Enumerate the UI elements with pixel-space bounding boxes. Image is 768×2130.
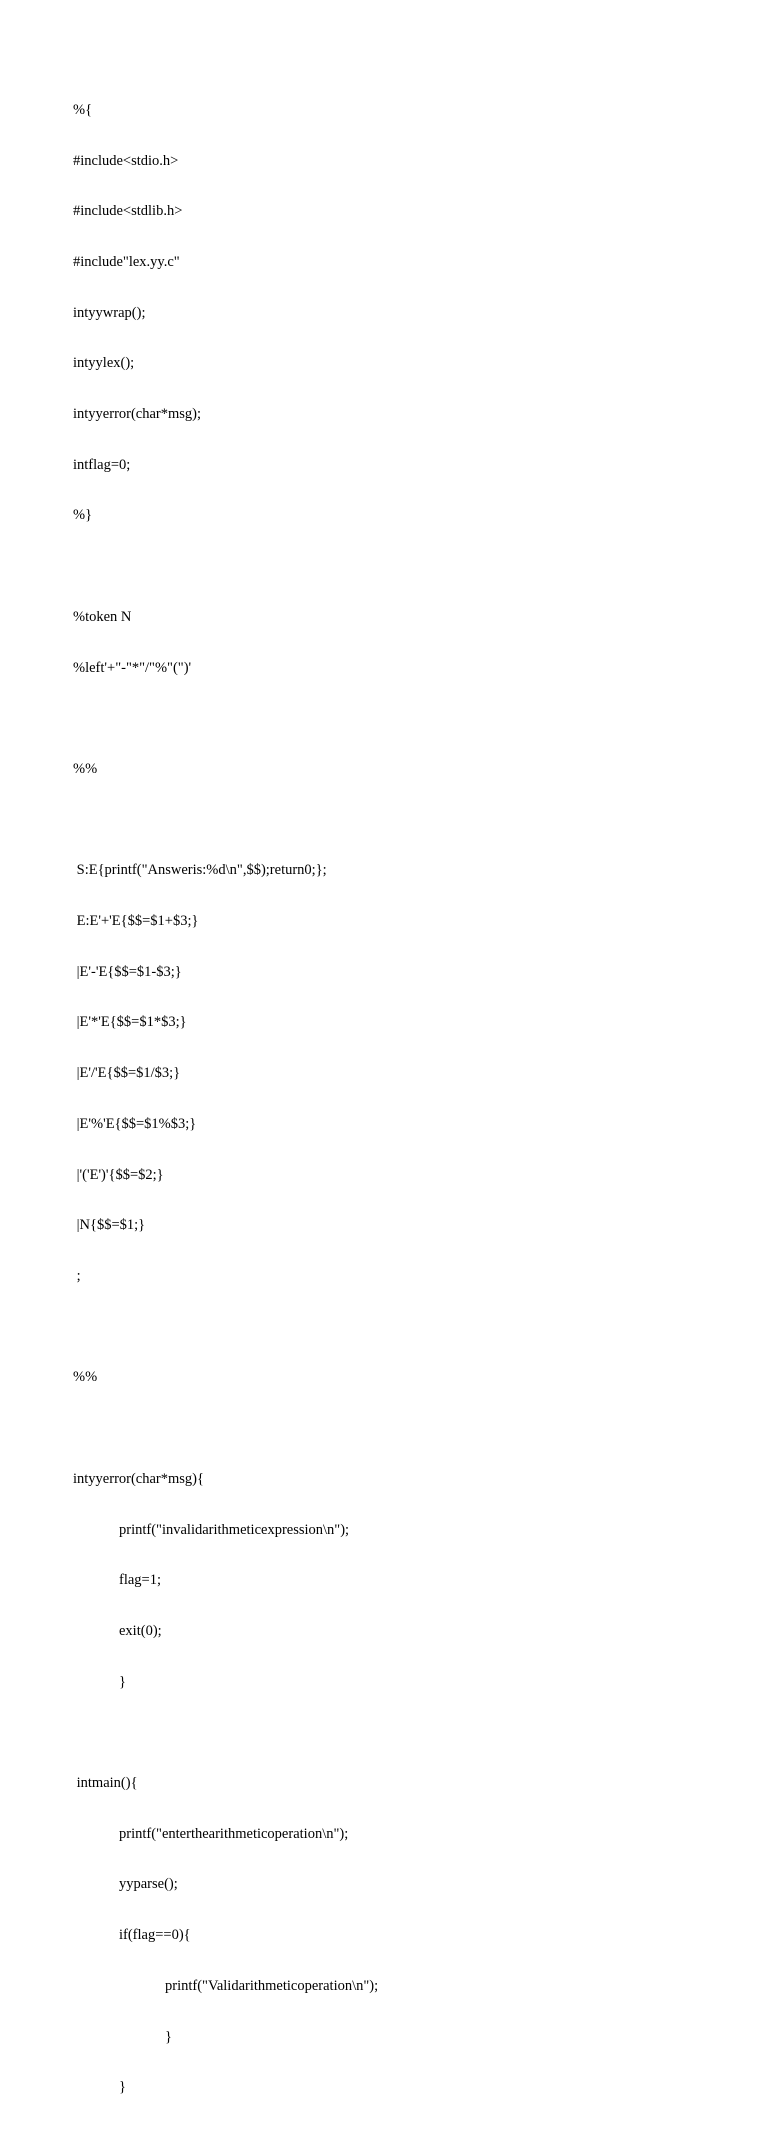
code-line: printf("Validarithmeticoperation\n");	[165, 1977, 379, 1994]
code-line: %token N	[73, 608, 132, 625]
code-line: %{	[73, 101, 93, 118]
code-line: |E'*'E{$$=$1*$3;}	[73, 1014, 187, 1031]
blank-line	[73, 558, 378, 575]
blank-line	[73, 1724, 378, 1741]
code-line: }	[119, 1673, 126, 1690]
code-line: |E'-'E{$$=$1-$3;}	[73, 963, 182, 980]
code-line: #include"lex.yy.c"	[73, 253, 180, 270]
code-line: ;	[73, 1267, 81, 1284]
code-line: intyywrap();	[73, 304, 146, 321]
code-line: yyparse();	[119, 1876, 178, 1893]
blank-line	[73, 710, 378, 727]
code-line: E:E'+'E{$$=$1+$3;}	[73, 913, 199, 930]
code-line: }	[119, 2079, 126, 2096]
code-line: #include<stdlib.h>	[73, 203, 183, 220]
code-line: }	[165, 2028, 172, 2045]
blank-line	[73, 1420, 378, 1437]
code-line: #include<stdio.h>	[73, 152, 179, 169]
code-line: intyyerror(char*msg){	[73, 1470, 204, 1487]
code-line: intyylex();	[73, 355, 135, 372]
code-line: %%	[73, 1369, 98, 1386]
code-line: flag=1;	[119, 1572, 161, 1589]
code-line: |N{$$=$1;}	[73, 1217, 146, 1234]
code-line: %}	[73, 507, 93, 524]
blank-line	[73, 1319, 378, 1336]
code-line: if(flag==0){	[119, 1927, 191, 1944]
code-line: %%	[73, 760, 98, 777]
code-line: printf("invalidarithmeticexpression\n");	[119, 1521, 350, 1538]
code-line: printf("enterthearithmeticoperation\n");	[119, 1825, 349, 1842]
code-line: intflag=0;	[73, 456, 131, 473]
code-line: |E'%'E{$$=$1%$3;}	[73, 1115, 197, 1132]
code-listing	[73, 68, 378, 2130]
code-line: |'('E')'{$$=$2;}	[73, 1166, 164, 1183]
code-line: S:E{printf("Answeris:%d\n",$$);return0;};	[73, 862, 327, 879]
blank-line	[73, 812, 378, 829]
code-line: %left'+"-"*"/"%"(")'	[73, 659, 192, 676]
code-line: intmain(){	[73, 1775, 138, 1792]
code-line: |E'/'E{$$=$1/$3;}	[73, 1065, 181, 1082]
code-line: intyyerror(char*msg);	[73, 406, 202, 423]
code-line: exit(0);	[119, 1622, 162, 1639]
